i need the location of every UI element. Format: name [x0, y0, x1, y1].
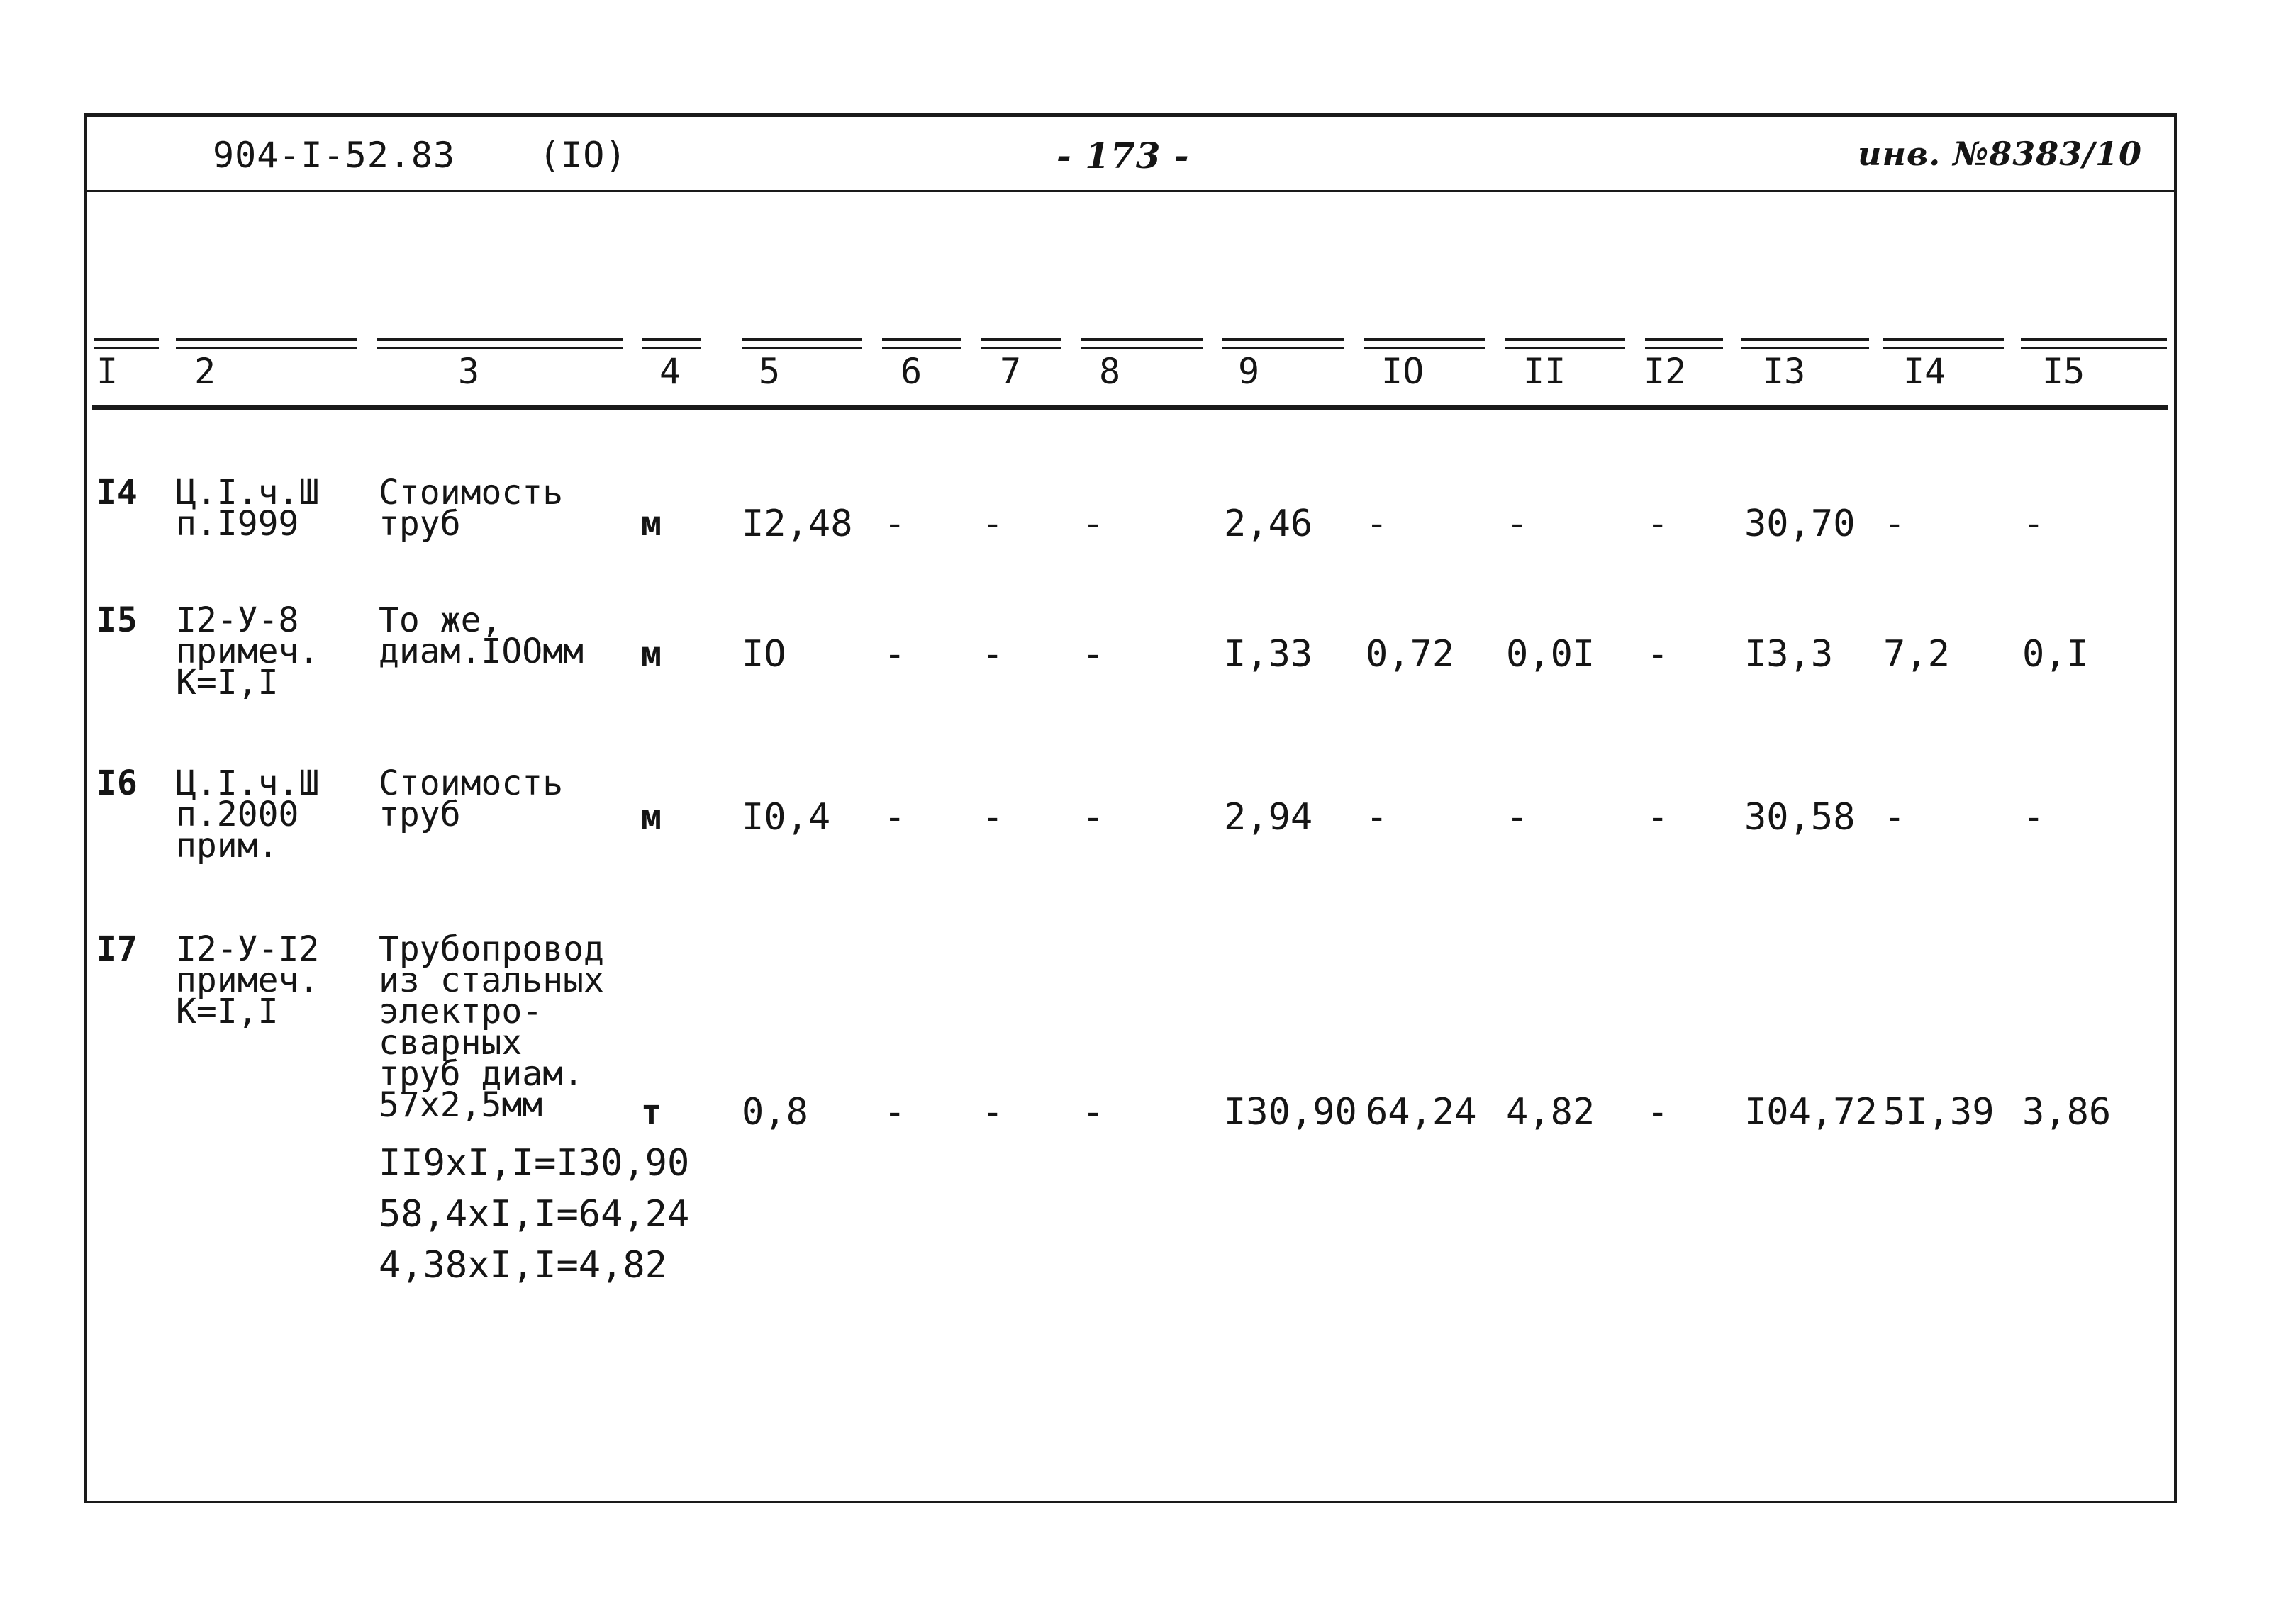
cell-13: I04,72 [1744, 1091, 1878, 1133]
cell-7: - [981, 1091, 1004, 1133]
cell-15: - [2022, 796, 2045, 839]
unit: м [641, 634, 662, 674]
norm-code-line: прим. [176, 826, 279, 866]
norm-code-line: I2-У-I2 [176, 929, 320, 969]
col-rule [1883, 338, 2004, 349]
row-number: I7 [96, 929, 138, 969]
table-header-rule [92, 405, 2168, 410]
page-number: - 173 - [1057, 135, 1190, 177]
cell-15: 0,I [2022, 633, 2089, 676]
cell-8: - [1082, 1091, 1105, 1133]
cell-6: - [883, 1091, 906, 1133]
quantity: IO [742, 633, 786, 676]
cell-12: - [1646, 796, 1669, 839]
description-line: из стальных [379, 961, 604, 1000]
description-line: Трубопровод [379, 929, 604, 969]
description-line: труб [379, 504, 461, 544]
col-rule [94, 338, 159, 349]
inventory-number: инв. №8383/10 [1858, 135, 2143, 173]
row-number: I6 [96, 763, 138, 803]
col-number: 7 [1000, 351, 1022, 392]
unit: т [641, 1092, 662, 1132]
col-number: I5 [2042, 351, 2085, 392]
quantity: I0,4 [742, 796, 831, 839]
col-rule [2021, 338, 2167, 349]
description-line: электро- [379, 992, 543, 1031]
cell-13: 30,70 [1744, 503, 1856, 545]
cell-14: 5I,39 [1883, 1091, 1995, 1133]
norm-code-line: примеч. [176, 632, 320, 671]
col-rule [1741, 338, 1869, 349]
header-rule [84, 190, 2177, 192]
calc-line: 58,4xI,I=64,24 [379, 1193, 690, 1236]
col-rule [1364, 338, 1485, 349]
cell-6: - [883, 633, 906, 676]
cell-15: 3,86 [2022, 1091, 2112, 1133]
col-number: II [1523, 351, 1566, 392]
col-number: 3 [458, 351, 480, 392]
cell-6: - [883, 503, 906, 545]
cell-9: I,33 [1224, 633, 1313, 676]
col-number: 6 [901, 351, 922, 392]
description-line: диам.IOOмм [379, 632, 584, 671]
col-number: I4 [1903, 351, 1946, 392]
description-line: труб [379, 795, 461, 834]
col-rule [1081, 338, 1203, 349]
cell-10: - [1366, 503, 1388, 545]
cell-7: - [981, 503, 1004, 545]
cell-11: - [1506, 796, 1529, 839]
col-number: 4 [659, 351, 681, 392]
cell-10: 64,24 [1366, 1091, 1477, 1133]
cell-15: - [2022, 503, 2045, 545]
quantity: 0,8 [742, 1091, 808, 1133]
row-number: I4 [96, 473, 138, 513]
description-line: Стоимость [379, 473, 564, 513]
norm-code-line: п.I999 [176, 504, 299, 544]
description-line: сварных [379, 1023, 523, 1063]
cell-7: - [981, 796, 1004, 839]
col-rule [981, 338, 1061, 349]
cell-8: - [1082, 503, 1105, 545]
cell-12: - [1646, 503, 1669, 545]
norm-code-line: К=I,I [176, 663, 279, 702]
cell-12: - [1646, 1091, 1669, 1133]
col-number: 5 [759, 351, 781, 392]
cell-14: - [1883, 796, 1906, 839]
norm-code-line: Ц.I.ч.Ш [176, 473, 320, 513]
norm-code-line: I2-У-8 [176, 600, 299, 640]
doc-code: 904-I-52.83 [213, 135, 456, 176]
calc-line: 4,38xI,I=4,82 [379, 1244, 667, 1287]
calc-line: II9xI,I=I30,90 [379, 1142, 690, 1185]
cell-14: 7,2 [1883, 633, 1950, 676]
col-rule [176, 338, 357, 349]
cell-10: 0,72 [1366, 633, 1455, 676]
norm-code-line: п.2000 [176, 795, 299, 834]
col-number: IO [1381, 351, 1425, 392]
norm-code-line: примеч. [176, 961, 320, 1000]
cell-6: - [883, 796, 906, 839]
cell-11: 4,82 [1506, 1091, 1595, 1133]
cell-13: I3,3 [1744, 633, 1834, 676]
cell-14: - [1883, 503, 1906, 545]
col-number: I2 [1644, 351, 1687, 392]
col-rule [882, 338, 961, 349]
description-line: То же, [379, 600, 502, 640]
description-line: труб диам. [379, 1054, 584, 1094]
norm-code-line: Ц.I.ч.Ш [176, 763, 320, 803]
col-number: 2 [194, 351, 216, 392]
unit: м [641, 504, 662, 544]
quantity: I2,48 [742, 503, 853, 545]
sheet-marker: (IO) [539, 135, 628, 176]
cell-11: 0,0I [1506, 633, 1595, 676]
col-rule [1222, 338, 1344, 349]
cell-9: 2,94 [1224, 796, 1313, 839]
col-rule [1505, 338, 1625, 349]
description-line: 57х2,5мм [379, 1085, 543, 1125]
col-rule [642, 338, 701, 349]
cell-12: - [1646, 633, 1669, 676]
col-rule [377, 338, 623, 349]
cell-9: 2,46 [1224, 503, 1313, 545]
unit: м [641, 797, 662, 837]
col-number: I3 [1763, 351, 1806, 392]
cell-8: - [1082, 633, 1105, 676]
col-number: I [96, 351, 118, 392]
cell-9: I30,90 [1224, 1091, 1357, 1133]
col-number: 9 [1238, 351, 1260, 392]
col-rule [742, 338, 862, 349]
row-number: I5 [96, 600, 138, 640]
cell-7: - [981, 633, 1004, 676]
col-number: 8 [1099, 351, 1121, 392]
cell-11: - [1506, 503, 1529, 545]
description-line: Стоимость [379, 763, 564, 803]
cell-8: - [1082, 796, 1105, 839]
norm-code-line: К=I,I [176, 992, 279, 1031]
cell-10: - [1366, 796, 1388, 839]
cell-13: 30,58 [1744, 796, 1856, 839]
col-rule [1645, 338, 1723, 349]
